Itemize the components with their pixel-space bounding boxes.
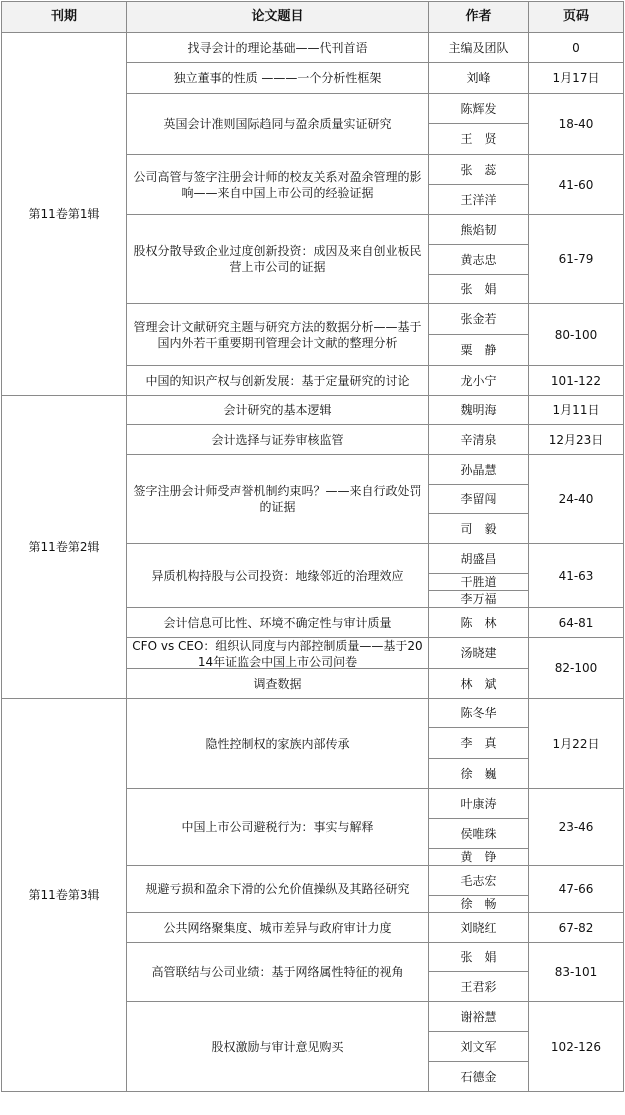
author-cell: 刘峰 bbox=[429, 63, 529, 94]
author-cell: 熊焰韧 bbox=[429, 215, 529, 245]
author-cell: 陈冬华 bbox=[429, 699, 529, 728]
pages-cell: 102-126 bbox=[529, 1002, 624, 1092]
author-cell: 石德金 bbox=[429, 1062, 529, 1092]
author-cell: 徐 畅 bbox=[429, 896, 529, 913]
pages-cell: 1月11日 bbox=[529, 396, 624, 425]
paper-title: 找寻会计的理论基础——代刊首语 bbox=[127, 33, 429, 63]
table-body bbox=[2, 33, 624, 1092]
pages-cell: 64-81 bbox=[529, 608, 624, 638]
author-cell: 黄 铮 bbox=[429, 849, 529, 866]
paper-title: 股权激励与审计意见购买 bbox=[127, 1002, 429, 1092]
pages-cell: 47-66 bbox=[529, 866, 624, 913]
author-cell: 张 娟 bbox=[429, 275, 529, 304]
author-cell: 刘晓红 bbox=[429, 913, 529, 943]
pages-cell: 18-40 bbox=[529, 94, 624, 155]
header-issue: 刊期 bbox=[2, 2, 127, 33]
author-cell: 龙小宁 bbox=[429, 366, 529, 396]
header-pages: 页码 bbox=[529, 2, 624, 33]
author-cell: 陈辉发 bbox=[429, 94, 529, 124]
author-cell: 刘文军 bbox=[429, 1032, 529, 1062]
table-row bbox=[2, 396, 624, 425]
author-cell: 王君彩 bbox=[429, 972, 529, 1002]
author-cell: 林 斌 bbox=[429, 669, 529, 699]
pages-cell: 1月17日 bbox=[529, 63, 624, 94]
author-cell: 侯唯珠 bbox=[429, 819, 529, 849]
paper-title: CFO vs CEO：组织认同度与内部控制质量——基于2014年证监会中国上市公司问卷 bbox=[132, 639, 423, 668]
paper-title: 规避亏损和盈余下滑的公允价值操纵及其路径研究 bbox=[127, 866, 429, 913]
pages-cell: 80-100 bbox=[529, 304, 624, 366]
author-cell: 张金若 bbox=[429, 304, 529, 335]
paper-title-cell bbox=[127, 638, 429, 669]
paper-title: 隐性控制权的家族内部传承 bbox=[127, 699, 429, 789]
paper-title-continued: 调查数据 bbox=[127, 669, 429, 699]
author-cell: 辛清泉 bbox=[429, 425, 529, 455]
paper-title: 英国会计准则国际趋同与盈余质量实证研究 bbox=[127, 94, 429, 155]
paper-title: 异质机构持股与公司投资：地缘邻近的治理效应 bbox=[127, 544, 429, 608]
paper-title: 会计研究的基本逻辑 bbox=[127, 396, 429, 425]
pages-cell: 67-82 bbox=[529, 913, 624, 943]
author-cell: 胡盛昌 bbox=[429, 544, 529, 574]
paper-title: 管理会计文献研究主题与研究方法的数据分析——基于国内外若干重要期刊管理会计文献的整理分析 bbox=[127, 304, 429, 366]
pages-cell: 41-63 bbox=[529, 544, 624, 608]
author-cell: 李留闯 bbox=[429, 485, 529, 514]
paper-title: 股权分散导致企业过度创新投资：成因及来自创业板民营上市公司的证据 bbox=[127, 215, 429, 304]
pages-cell: 24-40 bbox=[529, 455, 624, 544]
author-cell: 司 毅 bbox=[429, 514, 529, 544]
pages-cell: 83-101 bbox=[529, 943, 624, 1002]
author-cell: 汤晓建 bbox=[429, 638, 529, 669]
author-cell: 陈 林 bbox=[429, 608, 529, 638]
pages-cell: 0 bbox=[529, 33, 624, 63]
pages-cell: 41-60 bbox=[529, 155, 624, 215]
author-cell: 张 蕊 bbox=[429, 155, 529, 185]
author-cell: 李万福 bbox=[429, 591, 529, 608]
paper-title: 会计信息可比性、环境不确定性与审计质量 bbox=[127, 608, 429, 638]
author-cell: 谢裕慧 bbox=[429, 1002, 529, 1032]
author-cell: 王 贤 bbox=[429, 124, 529, 155]
author-cell: 毛志宏 bbox=[429, 866, 529, 896]
author-cell: 徐 巍 bbox=[429, 759, 529, 789]
paper-title: 中国的知识产权与创新发展：基于定量研究的讨论 bbox=[127, 366, 429, 396]
author-cell: 叶康涛 bbox=[429, 789, 529, 819]
author-cell: 魏明海 bbox=[429, 396, 529, 425]
author-cell: 王洋洋 bbox=[429, 185, 529, 215]
paper-title: 公共网络聚集度、城市差异与政府审计力度 bbox=[127, 913, 429, 943]
pages-cell: 61-79 bbox=[529, 215, 624, 304]
pages-cell: 12月23日 bbox=[529, 425, 624, 455]
table-row bbox=[2, 33, 624, 63]
author-cell: 干胜道 bbox=[429, 574, 529, 591]
paper-title: 签字注册会计师受声誉机制约束吗？——来自行政处罚的证据 bbox=[127, 455, 429, 544]
header-title: 论文题目 bbox=[127, 2, 429, 33]
table-row bbox=[2, 699, 624, 728]
paper-title: 独立董事的性质 ———一个分析性框架 bbox=[127, 63, 429, 94]
author-cell: 黄志忠 bbox=[429, 245, 529, 275]
author-cell: 主编及团队 bbox=[429, 33, 529, 63]
paper-title: 中国上市公司避税行为：事实与解释 bbox=[127, 789, 429, 866]
paper-title: 高管联结与公司业绩：基于网络属性特征的视角 bbox=[127, 943, 429, 1002]
paper-index-table bbox=[1, 1, 624, 1092]
pages-cell: 1月22日 bbox=[529, 699, 624, 789]
pages-cell: 101-122 bbox=[529, 366, 624, 396]
author-cell: 张 娟 bbox=[429, 943, 529, 972]
header-row bbox=[2, 2, 624, 33]
header-author: 作者 bbox=[429, 2, 529, 33]
pages-cell: 82-100 bbox=[529, 638, 624, 699]
pages-cell: 23-46 bbox=[529, 789, 624, 866]
issue-cell: 第11卷第2辑 bbox=[2, 396, 127, 699]
author-cell: 粟 静 bbox=[429, 335, 529, 366]
paper-title: 公司高管与签字注册会计师的校友关系对盈余管理的影响——来自中国上市公司的经验证据 bbox=[127, 155, 429, 215]
author-cell: 孙晶慧 bbox=[429, 455, 529, 485]
paper-title: 会计选择与证券审核监管 bbox=[127, 425, 429, 455]
issue-cell: 第11卷第3辑 bbox=[2, 699, 127, 1092]
author-cell: 李 真 bbox=[429, 728, 529, 759]
issue-cell: 第11卷第1辑 bbox=[2, 33, 127, 396]
